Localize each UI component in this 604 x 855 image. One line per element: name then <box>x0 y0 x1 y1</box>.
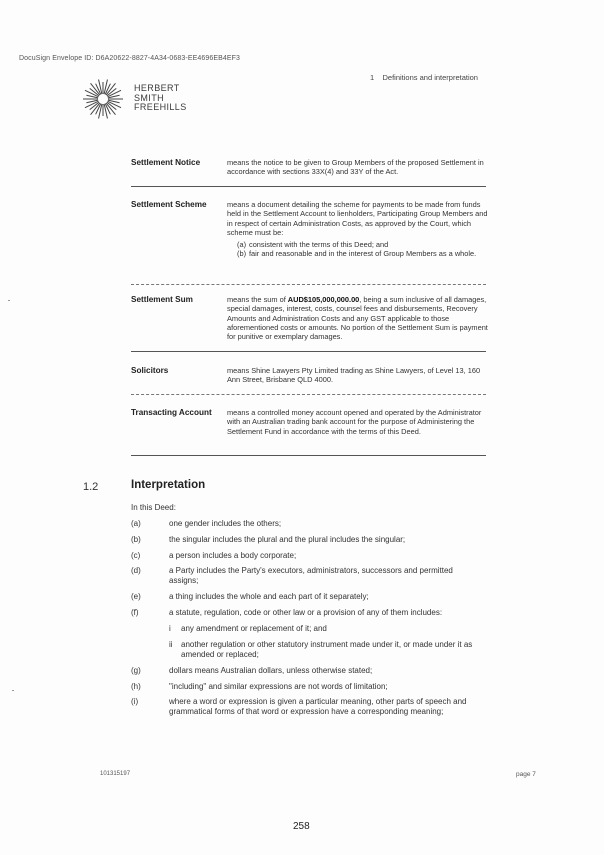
definition-text-start: means the sum of <box>227 295 288 304</box>
definition-text-end: , being a sum inclusive of all damages, special damages, interest, costs, counsel fees and disbursements, Recovery Amounts and Administration Costs and any GST applicable to those aforementioned costs or amounts. No portion of the Settlement Sum is payment for punitive or exemplary damages. <box>227 295 488 342</box>
section-header: 1 Definitions and interpretation <box>370 73 478 82</box>
item-text: one gender includes the others; <box>169 519 282 528</box>
definition-text <box>227 200 492 259</box>
item-text: another regulation or other statutory instrument made under it, or made under it as amended or replaced; <box>181 640 473 659</box>
item-label: (h) <box>131 682 141 691</box>
definition-text: means Shine Lawyers Pty Limited trading as Shine Lawyers, of Level 13, 160 Ann Street, Brisbane QLD 4000. <box>227 366 481 385</box>
item-label: (b) <box>131 535 141 544</box>
divider <box>131 394 486 395</box>
scan-speck <box>12 690 14 691</box>
section-number: 1.2 <box>83 481 99 493</box>
definition-body: means a document detailing the scheme for payments to be made from funds held in the Settlement Account to lienholders, Participating Group Members and in respect of certain Administration Costs, as approved by the Court, which scheme must be: <box>227 200 488 237</box>
definition-term: Settlement Notice <box>131 158 201 167</box>
scan-speck <box>8 300 10 301</box>
logo-line: FREEHILLS <box>134 102 187 112</box>
divider <box>131 186 486 187</box>
divider <box>131 351 486 352</box>
definition-term: Solicitors <box>131 366 169 375</box>
item-text: a Party includes the Party's executors, administrators, successors and permitted assigns; <box>169 566 453 585</box>
document-reference: 101315197 <box>100 771 131 777</box>
definition-term: Settlement Sum <box>131 295 193 304</box>
item-label: (a) <box>131 519 141 528</box>
item-label: (f) <box>131 608 139 617</box>
item-text: a statute, regulation, code or other law or a provision of any of them includes: <box>169 608 443 617</box>
divider <box>131 284 486 285</box>
logo-wordmark <box>134 84 187 113</box>
item-text: a person includes a body corporate; <box>169 551 297 560</box>
item-text: "including" and similar expressions are not words of limitation; <box>169 682 388 691</box>
item-label: (c) <box>131 551 141 560</box>
subitem-text: fair and reasonable and in the interest of Group Members as a whole. <box>249 249 477 259</box>
item-label: (e) <box>131 592 141 601</box>
section-title: Interpretation <box>131 479 206 491</box>
definition-text <box>227 295 492 341</box>
definition-term: Transacting Account <box>131 408 212 417</box>
item-label: (i) <box>131 697 139 706</box>
divider <box>131 455 486 456</box>
definition-term: Settlement Scheme <box>131 200 207 209</box>
firm-logo <box>82 78 242 120</box>
item-text: where a word or expression is given a particular meaning, other parts of speech and grammatical forms of that word or expression have a corresponding meaning; <box>169 697 467 716</box>
item-label: ii <box>169 640 173 649</box>
item-text: the singular includes the plural and the plural includes the singular; <box>169 535 406 544</box>
page-number: 258 <box>293 821 310 832</box>
subitem-label: (a) <box>237 240 247 250</box>
definition-text: means the notice to be given to Group Members of the proposed Settlement in accordance with sections 33X(4) and 33Y of the Act. <box>227 158 484 177</box>
definition-subitem <box>227 240 492 249</box>
definition-subitem <box>227 249 492 258</box>
subitem-text: consistent with the terms of this Deed; and <box>249 240 389 250</box>
item-label: i <box>169 624 171 633</box>
docusign-envelope-id: DocuSign Envelope ID: D6A20622-8827-4A34-0683-EE4696EB4EF3 <box>19 55 240 62</box>
item-text: a thing includes the whole and each part of it separately; <box>169 592 369 601</box>
logo-line: HERBERT <box>134 83 180 93</box>
section-intro: In this Deed: <box>131 503 176 512</box>
sunburst-logo-icon <box>82 78 124 120</box>
item-label: (g) <box>131 666 141 675</box>
definition-text: means a controlled money account opened and operated by the Administrator with an Australian trading bank account for the purpose of Administering the Settlement Fund in accordance with the terms of this Deed. <box>227 408 482 436</box>
item-text: dollars means Australian dollars, unless otherwise stated; <box>169 666 373 675</box>
item-label: (d) <box>131 566 141 575</box>
settlement-amount: AUD$105,000,000.00 <box>287 295 360 304</box>
item-text: any amendment or replacement of it; and <box>181 624 327 633</box>
logo-line: SMITH <box>134 92 164 103</box>
page-label: page 7 <box>516 771 536 778</box>
subitem-label: (b) <box>237 249 247 259</box>
